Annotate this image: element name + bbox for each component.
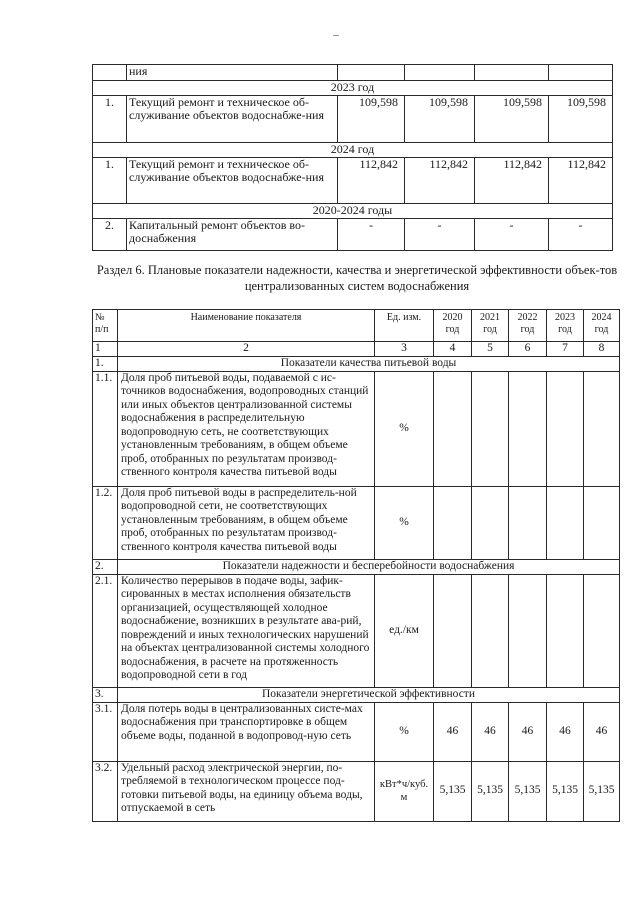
col-number: 6 — [509, 342, 547, 357]
row-index — [93, 65, 127, 81]
year-label: 2024 год — [93, 143, 613, 158]
header-year: 2021 год — [472, 310, 509, 342]
value-cell: - — [405, 219, 475, 251]
header-year: 2023 год — [547, 310, 584, 342]
table-row — [93, 158, 613, 204]
col-number: 1 — [93, 342, 118, 357]
value-cell — [549, 65, 613, 81]
value-cell — [472, 371, 509, 486]
col-number: 5 — [472, 342, 509, 357]
row-index: 1. — [93, 96, 127, 143]
value-cell: 112,842 — [338, 158, 405, 204]
table-row — [93, 96, 613, 143]
indicator-name: Удельный расход электрической энергии, по-требляемой в технологическом процессе под-готовки питьевой воды, на единицу объема воды, отпускаемой в сеть — [118, 761, 375, 821]
group-title: Показатели энергетической эффективности — [118, 687, 620, 702]
group-index: 1. — [93, 356, 118, 371]
value-cell — [547, 574, 584, 687]
year-row — [93, 204, 613, 219]
row-index: 1.1. — [93, 371, 118, 486]
col-number: 2 — [118, 342, 375, 357]
header-name: Наименование показателя — [118, 310, 375, 342]
group-row — [93, 356, 620, 371]
value-cell: 46 — [509, 702, 547, 761]
indicator-name: Количество перерывов в подаче воды, зафик-сированных в местах исполнения обязательств организацией, осуществляющей холодное водоснабжение, возникших в результате ава-рий, повреждений и иных технологических нарушений на объектах централизованной системы холодного водоснабжения, в расчете на протяженность водопроводной сети в год — [118, 574, 375, 687]
unit-cell: кВт*ч/куб. м — [375, 761, 434, 821]
row-index: 2. — [93, 219, 127, 251]
table-row — [93, 486, 620, 559]
row-name: Текущий ремонт и техническое об-служивание объектов водоснабже-ния — [127, 96, 338, 143]
value-cell: 46 — [472, 702, 509, 761]
value-cell — [434, 574, 472, 687]
value-cell: 5,135 — [472, 761, 509, 821]
table-row — [93, 65, 613, 81]
table-row — [93, 219, 613, 251]
header-year: 2024 год — [584, 310, 620, 342]
value-cell — [434, 486, 472, 559]
unit-cell: % — [375, 486, 434, 559]
unit-cell: ед./км — [375, 574, 434, 687]
value-cell — [475, 65, 549, 81]
value-cell: 46 — [547, 702, 584, 761]
row-index: 3.1. — [93, 702, 118, 761]
header-row — [93, 310, 620, 342]
indicator-name: Доля проб питьевой воды в распределитель-ной водопроводной сети, не соответствующих установленным требованиям, в общем объеме проб, отобранных по результатам производ-ственного контроля качества питьевой воды — [118, 486, 375, 559]
value-cell: 5,135 — [547, 761, 584, 821]
header-year: 2020 год — [434, 310, 472, 342]
value-cell — [472, 574, 509, 687]
value-cell: 5,135 — [584, 761, 620, 821]
col-number: 4 — [434, 342, 472, 357]
value-cell: 5,135 — [509, 761, 547, 821]
group-index: 2. — [93, 559, 118, 574]
unit-cell: % — [375, 702, 434, 761]
value-cell — [547, 371, 584, 486]
value-cell: 46 — [434, 702, 472, 761]
value-cell: - — [475, 219, 549, 251]
year-label: 2020-2024 годы — [93, 204, 613, 219]
value-cell: 109,598 — [549, 96, 613, 143]
value-cell — [509, 486, 547, 559]
year-row — [93, 143, 613, 158]
header-year: 2022 год — [509, 310, 547, 342]
header-unit: Ед. изм. — [375, 310, 434, 342]
year-label: 2023 год — [93, 81, 613, 96]
scan-mark — [333, 35, 339, 36]
group-row — [93, 559, 620, 574]
col-number: 7 — [547, 342, 584, 357]
value-cell — [584, 486, 620, 559]
costs-table — [92, 64, 613, 251]
group-row — [93, 687, 620, 702]
value-cell: 46 — [584, 702, 620, 761]
value-cell — [509, 574, 547, 687]
indicator-name: Доля потерь воды в централизованных систе-мах водоснабжения при транспортировке в общем объеме воды, поданной в водопровод-ную сеть — [118, 702, 375, 761]
table-row — [93, 574, 620, 687]
row-index: 1.2. — [93, 486, 118, 559]
row-index: 1. — [93, 158, 127, 204]
value-cell: 109,598 — [475, 96, 549, 143]
group-title: Показатели надежности и бесперебойности водоснабжения — [118, 559, 620, 574]
table-row — [93, 702, 620, 761]
row-name: Текущий ремонт и техническое об-служивание объектов водоснабже-ния — [127, 158, 338, 204]
value-cell: - — [338, 219, 405, 251]
row-name: Капитальный ремонт объектов во-доснабжения — [127, 219, 338, 251]
value-cell — [472, 486, 509, 559]
value-cell: - — [549, 219, 613, 251]
section-title: Раздел 6. Плановые показатели надежности, качества и энергетической эффективности объек-тов централизованных систем водоснабжения — [96, 263, 618, 293]
value-cell — [509, 371, 547, 486]
table-row — [93, 371, 620, 486]
group-index: 3. — [93, 687, 118, 702]
row-index: 3.2. — [93, 761, 118, 821]
value-cell: 109,598 — [405, 96, 475, 143]
value-cell: 5,135 — [434, 761, 472, 821]
unit-cell: % — [375, 371, 434, 486]
table-row — [93, 761, 620, 821]
col-number: 8 — [584, 342, 620, 357]
col-number: 3 — [375, 342, 434, 357]
value-cell — [405, 65, 475, 81]
header-num: № п/п — [93, 310, 118, 342]
column-number-row — [93, 342, 620, 357]
value-cell — [584, 371, 620, 486]
value-cell — [547, 486, 584, 559]
value-cell: 112,842 — [475, 158, 549, 204]
indicators-table — [92, 309, 620, 822]
year-row — [93, 81, 613, 96]
value-cell — [338, 65, 405, 81]
value-cell: 109,598 — [338, 96, 405, 143]
value-cell — [434, 371, 472, 486]
value-cell: 112,842 — [405, 158, 475, 204]
row-index: 2.1. — [93, 574, 118, 687]
value-cell: 112,842 — [549, 158, 613, 204]
row-name: ния — [127, 65, 338, 81]
indicator-name: Доля проб питьевой воды, подаваемой с ис-точников водоснабжения, водопроводных станций или иных объектов централизованной системы водоснабжения в распределительную водопроводную сеть, не соответствующих установленным требованиям, в общем объеме проб, отобранных по результатам производ-ственного контроля качества питьевой воды — [118, 371, 375, 486]
value-cell — [584, 574, 620, 687]
group-title: Показатели качества питьевой воды — [118, 356, 620, 371]
